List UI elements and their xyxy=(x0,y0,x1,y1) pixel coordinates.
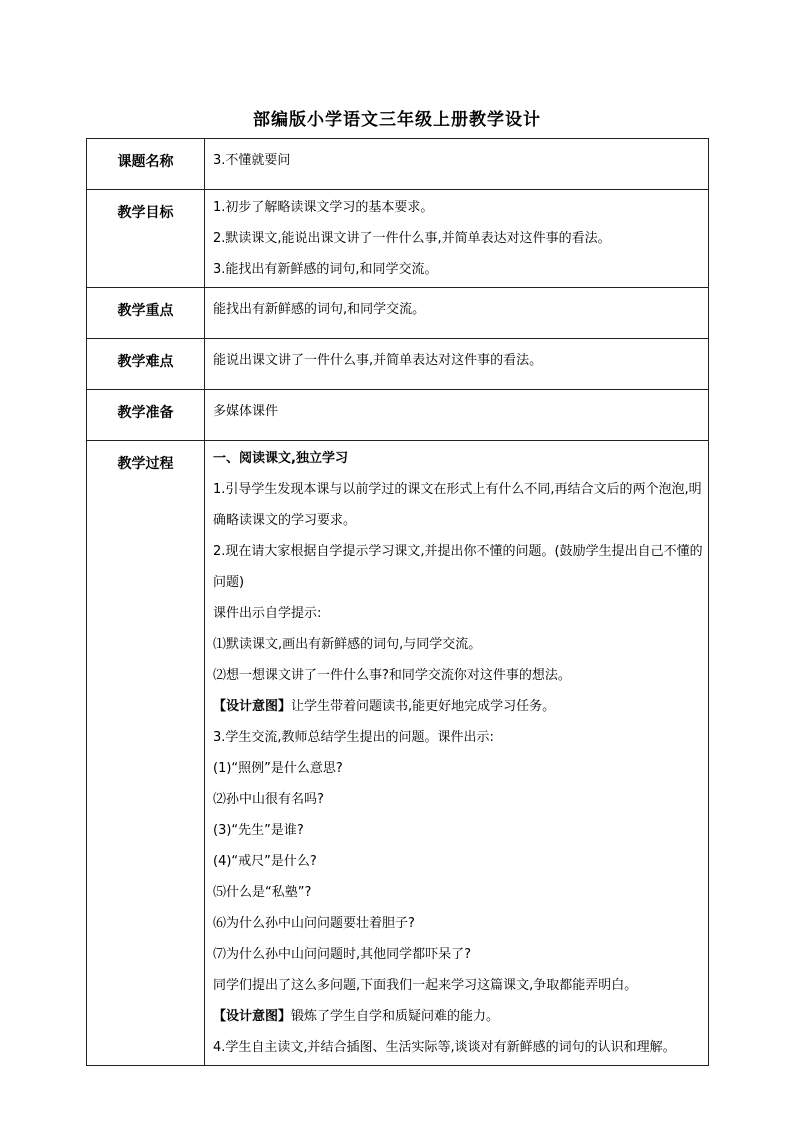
process-paragraph: 同学们提出了这么多问题,下面我们一起来学习这篇课文,争取都能弄明白。 xyxy=(213,978,638,993)
design-intent-tag: 【设计意图】 xyxy=(213,699,292,714)
process-paragraph: ⑵想一想课文讲了一件什么事?和同学交流你对这件事的想法。 xyxy=(213,668,571,683)
row-preparation xyxy=(87,390,709,441)
row-topic xyxy=(87,139,709,190)
label-difficulties: 教学难点 xyxy=(87,339,205,390)
value-preparation: 多媒体课件 xyxy=(205,390,709,441)
question-item: (3)“先生”是谁? xyxy=(213,823,304,838)
design-intent xyxy=(213,1001,708,1032)
row-difficulties xyxy=(87,339,709,390)
design-intent xyxy=(213,691,708,722)
goal-item: 1.初步了解略读课文学习的基本要求。 xyxy=(213,200,434,215)
value-topic: 3.不懂就要问 xyxy=(205,139,709,190)
design-intent-tag: 【设计意图】 xyxy=(213,1009,292,1024)
value-key-points: 能找出有新鲜感的词句,和同学交流。 xyxy=(205,288,709,339)
process-paragraph: 课件出示自学提示: xyxy=(213,606,322,621)
question-item: (4)“戒尺”是什么? xyxy=(213,854,317,869)
row-process xyxy=(87,441,709,1066)
label-goals: 教学目标 xyxy=(87,190,205,288)
question-item: ⑹为什么孙中山问问题要壮着胆子? xyxy=(213,916,415,931)
process-paragraph: 4.学生自主读文,并结合插图、生活实际等,谈谈对有新鲜感的词句的认识和理解。 xyxy=(213,1040,676,1055)
label-preparation: 教学准备 xyxy=(87,390,205,441)
question-item: ⑸什么是“私塾”? xyxy=(213,885,312,900)
question-item: ⑵孙中山很有名吗? xyxy=(213,792,324,807)
value-goals xyxy=(205,190,709,288)
process-paragraph: 2.现在请大家根据自学提示学习课文,并提出你不懂的问题。(鼓励学生提出自己不懂的问题) xyxy=(213,544,703,590)
label-topic: 课题名称 xyxy=(87,139,205,190)
process-paragraph: 1.引导学生发现本课与以前学过的课文在形式上有什么不同,再结合文后的两个泡泡,明确略读课文的学习要求。 xyxy=(213,482,702,528)
document-title: 部编版小学语文三年级上册教学设计 xyxy=(253,110,541,130)
process-heading: 一、阅读课文,独立学习 xyxy=(213,451,348,466)
process-paragraph: 3.学生交流,教师总结学生提出的问题。课件出示: xyxy=(213,730,494,745)
design-intent-text: 让学生带着问题读书,能更好地完成学习任务。 xyxy=(291,699,556,714)
lesson-plan-table xyxy=(86,138,709,1066)
question-item: ⑺为什么孙中山问问题时,其他同学都吓呆了? xyxy=(213,947,472,962)
goal-item: 3.能找出有新鲜感的词句,和同学交流。 xyxy=(213,262,438,277)
label-process: 教学过程 xyxy=(87,441,205,1066)
row-key-points xyxy=(87,288,709,339)
label-key-points: 教学重点 xyxy=(87,288,205,339)
row-goals xyxy=(87,190,709,288)
design-intent-text: 锻炼了学生自学和质疑问难的能力。 xyxy=(291,1009,500,1024)
goal-item: 2.默读课文,能说出课文讲了一件什么事,并简单表达对这件事的看法。 xyxy=(213,231,611,246)
value-difficulties: 能说出课文讲了一件什么事,并简单表达对这件事的看法。 xyxy=(205,339,709,390)
process-paragraph: ⑴默读课文,画出有新鲜感的词句,与同学交流。 xyxy=(213,637,482,652)
value-process xyxy=(205,441,709,1066)
question-item: (1)“照例”是什么意思? xyxy=(213,761,343,776)
